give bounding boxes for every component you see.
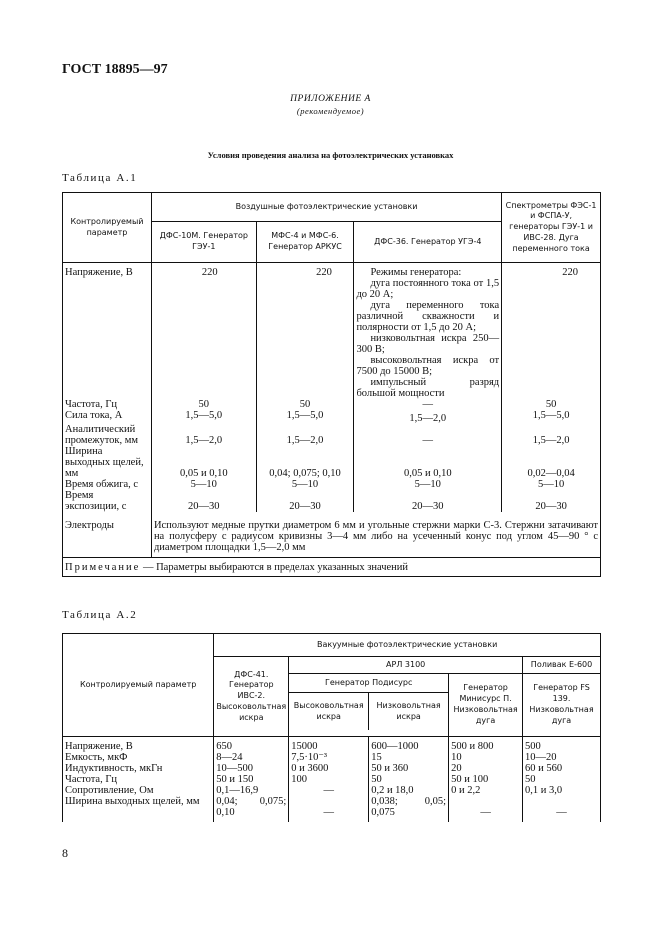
t2-param-resistance: Сопротивление, Ом xyxy=(63,785,214,796)
t2-head-subcols xyxy=(289,693,448,731)
t2-cell: 8—24 xyxy=(214,752,289,763)
t1-voltage-c1: 220 xyxy=(151,263,256,400)
t2-param-capacity: Емкость, мкФ xyxy=(63,752,214,763)
t1-voltage-c3-item: низковольтная искра 250—300 В; xyxy=(356,333,500,356)
t1-head-col4: Спектрометры ФЭС-1 и ФСПА-У, генераторы ГЭУ-1 и ИВС-28. Дуга переменного тока xyxy=(502,193,601,263)
page-number: 8 xyxy=(62,846,68,860)
t1-note xyxy=(63,558,601,577)
t1-voltage-c3 xyxy=(354,263,502,400)
t2-head-col4: Генератор Минисурс П. Низковольтная дуга xyxy=(449,674,523,737)
t1-head-param: Контролируемый параметр xyxy=(63,193,152,263)
t2-head-gen-pod: Генератор Подисурс xyxy=(289,674,448,693)
t1-cell: 1,5—2,0 xyxy=(354,410,502,424)
t2-cell: 50 и 100 xyxy=(449,774,523,785)
t2-head-podisurs xyxy=(289,674,449,737)
t1-cell: 0,05 и 0,10 xyxy=(354,446,502,479)
t2-cell: 50 и 360 xyxy=(369,763,449,774)
t1-cell: 50 xyxy=(151,399,256,410)
t2-cell: 0,04; 0,075; 0,10 xyxy=(214,796,289,822)
t2-cell: 0,038; 0,05; 0,075 xyxy=(369,796,449,822)
t2-cell: 100 xyxy=(289,774,369,785)
t2-cell: 15 xyxy=(369,752,449,763)
t1-param-gap: Аналитический промежуток, мм xyxy=(63,424,152,446)
t2-param-voltage: Напряжение, В xyxy=(63,737,214,753)
t2-head-group: Вакуумные фотоэлектрические установки xyxy=(214,634,601,657)
t2-cell: 0 и 3600 xyxy=(289,763,369,774)
t2-cell: 0,1 и 3,0 xyxy=(523,785,601,796)
t1-cell: 50 xyxy=(545,399,557,411)
t2-cell: — xyxy=(289,785,369,796)
t2-cell: 15000 xyxy=(289,737,369,753)
t1-cell: 20—30 xyxy=(354,490,502,512)
t2-cell: 500 и 800 xyxy=(449,737,523,753)
t1-cell: 0,04; 0,075; 0,10 xyxy=(256,446,354,479)
t2-cell: 20 xyxy=(449,763,523,774)
section-title: Условия проведения анализа на фотоэлектрических установках xyxy=(207,150,454,160)
t2-param-slits: Ширина выходных щелей, мм xyxy=(63,796,214,822)
t1-cell: 1,5—2,0 xyxy=(256,424,354,446)
t2-cell: 7,5·10⁻³ xyxy=(289,752,369,763)
t2-head-col5: Генератор FS 139. Низковольтная дуга xyxy=(523,674,601,737)
t1-note-label: Примечание xyxy=(65,562,141,574)
t1-cell: 20—30 xyxy=(256,490,354,512)
t1-voltage-c3-item: дуга переменного тока различной скважности и полярности от 1,5 до 20 А; xyxy=(356,300,500,334)
appendix-title: ПРИЛОЖЕНИЕ А xyxy=(290,94,371,104)
t2-cell: 10—20 xyxy=(523,752,601,763)
table-a2 xyxy=(62,633,601,822)
standard-header: ГОСТ 18895—97 xyxy=(62,62,168,77)
t1-cell: 50 xyxy=(256,399,354,410)
t1-voltage-c2: 220 xyxy=(256,263,354,400)
t2-head-param: Контролируемый параметр xyxy=(63,634,214,737)
t2-head-arl: АРЛ 3100 xyxy=(289,657,523,674)
t1-head-col1: ДФС-10М. Генератор ГЭУ-1 xyxy=(151,222,256,263)
t1-param-slit: Ширина выходных щелей, мм xyxy=(63,446,152,479)
table-a1 xyxy=(62,192,601,577)
t2-cell: 10 xyxy=(449,752,523,763)
t1-param-current: Сила тока, А xyxy=(63,410,152,424)
t1-electrodes-text: Используют медные прутки диаметром 6 мм и угольные стержни марки С-3. Стержни затачивают на полусферу с радиусом кривизны 3—4 мм либо на усеченный конус под углом 45—90 ° с диаметром площадки 1,5—2,0 мм xyxy=(153,520,598,554)
t1-voltage-c3-item: дуга постоянного тока от 1,5 до 20 А; xyxy=(356,278,500,301)
t1-cell: 1,5—5,0 xyxy=(532,410,570,422)
t2-cell: 600—1000 xyxy=(369,737,449,753)
table2-caption: Таблица А.2 xyxy=(62,609,138,621)
t2-cell: — xyxy=(289,796,369,822)
t2-cell: 10—500 xyxy=(214,763,289,774)
t1-voltage-c4: 220 xyxy=(562,267,578,278)
t1-cell: 0,02—0,04 xyxy=(527,468,575,480)
t2-cell: 0,1—16,9 xyxy=(214,785,289,796)
t1-voltage-param: Напряжение, В xyxy=(63,263,152,400)
t1-head-group: Воздушные фотоэлектрические установки xyxy=(151,193,501,222)
t1-param-electrodes: Электроды xyxy=(63,512,152,558)
t2-head-sub2: Низковольтная искра xyxy=(376,700,441,721)
appendix-subtitle: (рекомендуемое) xyxy=(296,106,365,116)
t1-param-freq: Частота, Гц xyxy=(63,399,152,410)
t2-cell: — xyxy=(523,796,601,822)
t2-head-sub1: Высоковольтная искра xyxy=(289,693,369,731)
t2-cell: 50 xyxy=(523,774,601,785)
t1-param-burn: Время обжига, с xyxy=(63,479,152,490)
t1-cell: 0,05 и 0,10 xyxy=(151,446,256,479)
t2-cell: — xyxy=(449,796,523,822)
t1-cell: — xyxy=(354,424,502,446)
t2-cell: 650 xyxy=(214,737,289,753)
t1-voltage-c3-item: высоковольтная искра от 7500 до 15000 В; xyxy=(356,355,500,378)
t1-cell: 1,5—2,0 xyxy=(151,424,256,446)
t2-cell: 0 и 2,2 xyxy=(449,785,523,796)
table1-caption: Таблица А.1 xyxy=(62,172,138,184)
t2-cell: 50 и 150 xyxy=(214,774,289,785)
t1-cell: 5—10 xyxy=(151,479,256,490)
t2-cell: 0,2 и 18,0 xyxy=(369,785,449,796)
t2-head-col1: ДФС-41. Генератор ИВС-2. Высоковольтная искра xyxy=(214,657,289,737)
t1-cell: — xyxy=(354,399,502,410)
t2-cell: 60 и 560 xyxy=(523,763,601,774)
t2-param-inductance: Индуктивность, мкГн xyxy=(63,763,214,774)
t1-param-exposure: Время экспозиции, с xyxy=(63,490,152,512)
t2-param-frequency: Частота, Гц xyxy=(63,774,214,785)
t2-cell: 500 xyxy=(523,737,601,753)
t1-cell: 5—10 xyxy=(354,479,502,490)
t1-cell: 5—10 xyxy=(256,479,354,490)
t2-head-polivak: Поливак Е-600 xyxy=(523,657,601,674)
t1-cell: 20—30 xyxy=(151,490,256,512)
t1-voltage-c3-title: Режимы генератора: xyxy=(370,267,462,278)
t1-cell: 5—10 xyxy=(537,479,565,491)
t2-cell: 50 xyxy=(369,774,449,785)
t1-voltage-c3-item: импульсный разряд большой мощности xyxy=(356,377,500,400)
t1-cell: 1,5—5,0 xyxy=(256,410,354,424)
t1-cell: 20—30 xyxy=(535,501,567,513)
t1-note-text: — Параметры выбираются в пределах указанных значений xyxy=(140,562,409,574)
t1-head-col2: МФС-4 и МФС-6. Генератор АРКУС xyxy=(256,222,354,263)
t1-cell: 1,5—2,0 xyxy=(532,435,570,447)
t1-head-col3: ДФС-36. Генератор УГЭ-4 xyxy=(354,222,502,263)
t1-cell: 1,5—5,0 xyxy=(151,410,256,424)
